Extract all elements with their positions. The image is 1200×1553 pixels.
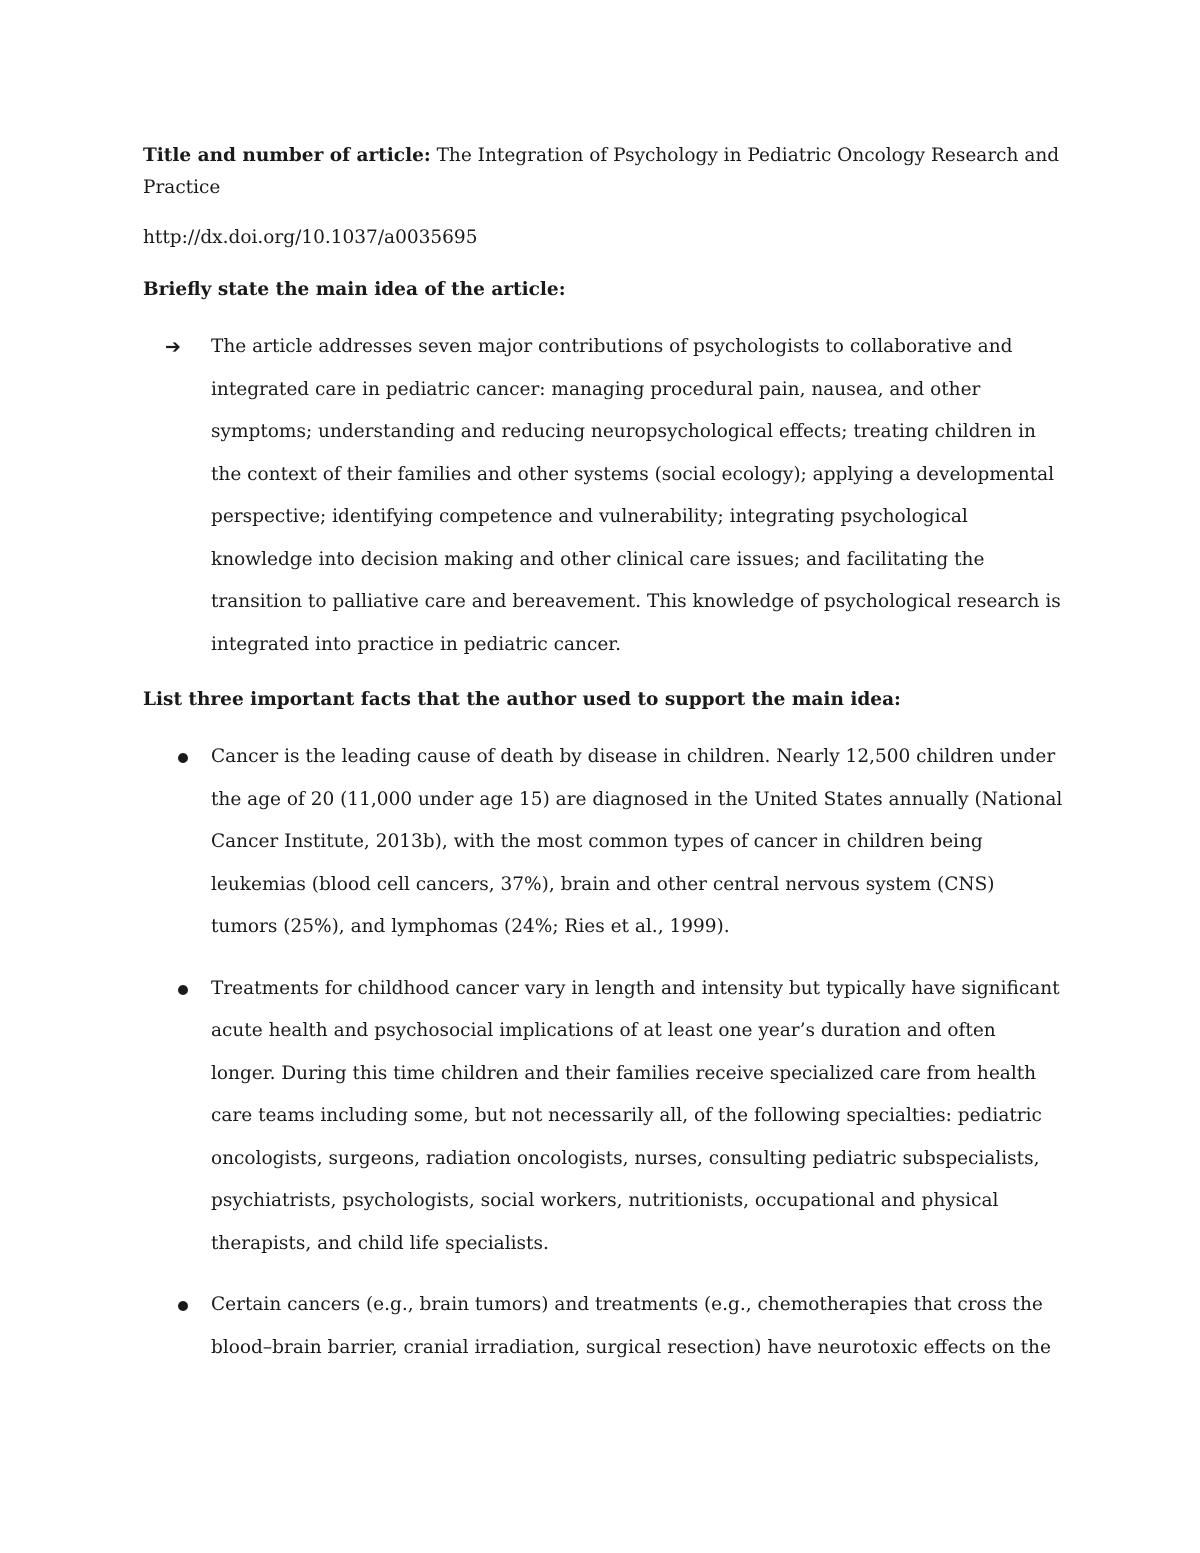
article-title: The Integration of Psychology in Pediatric Oncology Research and Practice: [143, 145, 1060, 198]
document-page: [143, 140, 1065, 1369]
facts-list: [143, 736, 1065, 1369]
main-idea-list: [143, 326, 1065, 666]
article-doi: http://dx.doi.org/10.1037/a0035695: [143, 227, 478, 248]
title-label: Title and number of article:: [143, 145, 431, 166]
fact-item: [143, 1284, 1065, 1369]
bullet-dot-icon: [178, 753, 188, 763]
fact-text: Treatments for childhood cancer vary in length and intensity but typically have significant acute health and psychosocial implications of at least one year’s duration and often longer. During this time children and their families receive specialized care from health care teams including some, but not necessarily all, of the following specialties: pediatric oncologists, surgeons, radiation oncologists, nurses, consulting pediatric subspecialists, psychiatrists, psychologists, social workers, nutritionists, occupational and physical therapists, and child life specialists.: [211, 977, 1060, 1254]
fact-text: Certain cancers (e.g., brain tumors) and treatments (e.g., chemotherapies that cross the blood–brain barrier, cranial irradiation, surgical resection) have neurotoxic effects on the: [211, 1294, 1051, 1358]
bullet-dot-icon: [178, 1301, 188, 1311]
bullet-dot-icon: [178, 985, 188, 995]
arrow-bullet-icon: ➔: [165, 336, 181, 358]
fact-text: Cancer is the leading cause of death by disease in children. Nearly 12,500 children under the age of 20 (11,000 under age 15) are diagnosed in the United States annually (National Cancer Institute, 2013b), with the most common types of cancer in children being leukemias (blood cell cancers, 37%), brain and other central nervous system (CNS) tumors (25%), and lymphomas (24%; Ries et al., 1999).: [211, 746, 1063, 937]
main-idea-item: [143, 326, 1065, 666]
main-idea-heading: Briefly state the main idea of the article:: [143, 279, 566, 300]
facts-heading: List three important facts that the author used to support the main idea:: [143, 689, 901, 710]
main-idea-text: The article addresses seven major contributions of psychologists to collaborative and integrated care in pediatric cancer: managing procedural pain, nausea, and other symptoms; understanding and reducing neuropsychological effects; treating children in the context of their families and other systems (social ecology); applying a developmental perspective; identifying competence and vulnerability; integrating psychological knowledge into decision making and other clinical care issues; and facilitating the transition to palliative care and bereavement. This knowledge of psychological research is integrated into practice in pediatric cancer.: [211, 336, 1061, 655]
fact-item: [143, 736, 1065, 949]
fact-item: [143, 968, 1065, 1266]
article-title-line: [143, 140, 1065, 204]
